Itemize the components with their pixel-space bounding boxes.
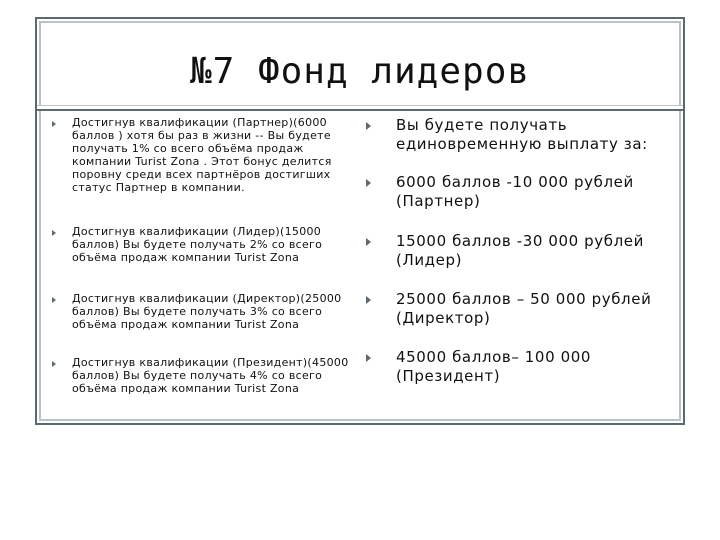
bullet-arrow-icon	[52, 230, 56, 236]
list-item	[52, 356, 352, 395]
list-item-text: Достигнув квалификации (Президент)(45000 баллов) Вы будете получать 4% со всего объёма продаж компании Turist Zona	[72, 356, 349, 395]
bullet-arrow-icon	[366, 296, 371, 304]
list-item-text: 25000 баллов – 50 000 рублей (Директор)	[396, 290, 652, 327]
bullet-arrow-icon	[366, 354, 371, 362]
list-item	[366, 232, 666, 270]
list-item	[52, 292, 352, 331]
list-item	[52, 225, 352, 264]
list-item-text: Достигнув квалификации (Лидер)(15000 баллов) Вы будете получать 2% со всего объёма продаж компании Turist Zona	[72, 225, 323, 264]
bullet-arrow-icon	[52, 297, 56, 303]
bullet-arrow-icon	[52, 121, 56, 127]
bullet-arrow-icon	[366, 179, 371, 187]
title-box	[37, 19, 683, 111]
list-item	[366, 290, 666, 328]
list-item-text: 45000 баллов– 100 000 (Президент)	[396, 348, 592, 385]
bullet-arrow-icon	[366, 238, 371, 246]
slide-title: №7 Фонд лидеров	[189, 51, 531, 92]
list-item-text: 6000 баллов -10 000 рублей (Партнер)	[396, 173, 634, 210]
bullet-arrow-icon	[366, 122, 371, 130]
list-item-text: Достигнув квалификации (Партнер)(6000 баллов ) хотя бы раз в жизни -- Вы будете получать 1% со всего объёма продаж компании Turist Zona . Этот бонус делится поровну среди всех партнёров достигших статус Партнер в компании.	[72, 116, 332, 194]
list-item	[52, 116, 352, 194]
list-item-text: 15000 баллов -30 000 рублей (Лидер)	[396, 232, 644, 269]
list-item	[366, 173, 666, 211]
list-item-text: Вы будете получать единовременную выплату за:	[396, 116, 648, 153]
bullet-arrow-icon	[52, 361, 56, 367]
list-item	[366, 116, 666, 154]
list-item	[366, 348, 666, 386]
list-item-text: Достигнув квалификации (Директор)(25000 баллов) Вы будете получать 3% со всего объёма продаж компании Turist Zona	[72, 292, 342, 331]
